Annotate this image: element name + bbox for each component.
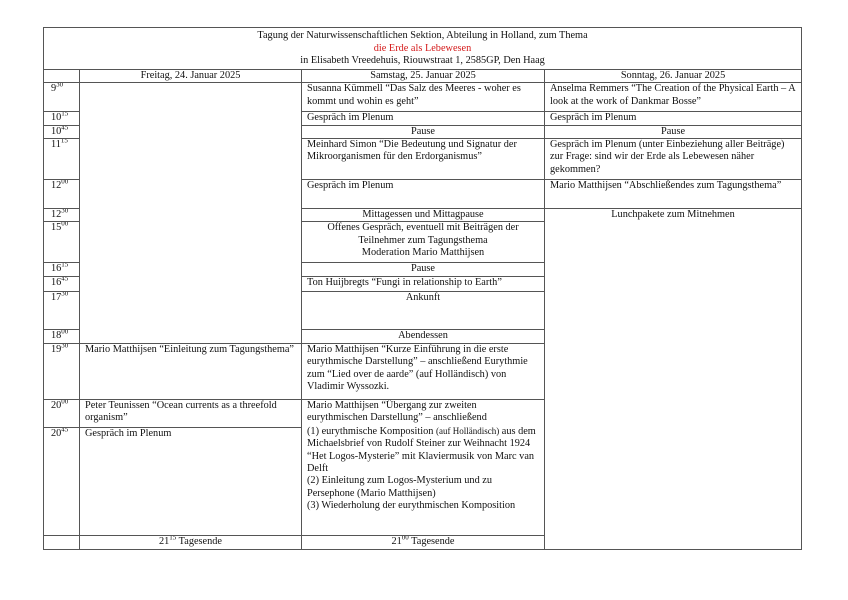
time-end-cell: [44, 536, 80, 550]
fri-1730-arrival: Ankunft: [302, 291, 545, 329]
topic-title: die Erde als Lebewesen: [373, 42, 472, 54]
sun-1200-talk: Mario Matthijsen “Abschließendes zum Tagungsthema”: [545, 180, 802, 209]
time-0930: $9^{30}$: [44, 83, 80, 112]
sun-1045-pause: Pause: [545, 125, 802, 138]
fri-2000-talk: Peter Teunissen “Ocean currents as a threefold organism”: [80, 400, 302, 428]
fri-2045: Gespräch im Plenum: [80, 428, 302, 536]
row-0930: [44, 83, 802, 112]
sat-1200: Gespräch im Plenum: [302, 180, 545, 209]
day-header-row: [44, 69, 802, 82]
title-line: Tagung der Naturwissenschaftlichen Sektion, Abteilung in Holland, zum Thema: [257, 30, 588, 41]
time-1015: $10^{15}$: [44, 112, 80, 125]
sun-1230-lunchpacks: Lunchpakete zum Mitnehmen: [545, 209, 802, 550]
sat-1930-eurythmy: Mario Matthijsen “Kurze Einführung in die erste eurythmische Darstellung” – anschließend Eurythmie zum “Lied over de aarde” (auf Holländisch) von Vladimir Wyssozki.: [302, 344, 545, 400]
title-row: [44, 28, 802, 70]
time-1230: $12^{30}$: [44, 209, 80, 222]
sat-1015: Gespräch im Plenum: [302, 112, 545, 125]
sat-1645-talk: Ton Huijbregts “Fungi in relationship to Earth”: [302, 276, 545, 291]
schedule-table: [43, 27, 802, 550]
sat-1045-pause: Pause: [302, 125, 545, 138]
fri-1930-talk: Mario Matthijsen “Einleitung zum Tagungsthema”: [80, 344, 302, 400]
time-2000: $20^{00}$: [44, 400, 80, 428]
time-1645: $16^{45}$: [44, 276, 80, 291]
sat-day-end: $21^{00}$ Tagesende: [302, 536, 545, 550]
sat-1500-open-discussion: Offenes Gespräch, eventuell mit Beiträgen der Teilnehmer zum Tagungsthema Moderation Mario Matthijsen: [302, 222, 545, 263]
time-header-cell: [44, 69, 80, 82]
venue-line: in Elisabeth Vreedehuis, Riouwstraat 1, 2585GP, Den Haag: [300, 55, 545, 67]
title-block: [44, 28, 802, 70]
time-1200: $12^{00}$: [44, 180, 80, 209]
day-friday: Freitag, 24. Januar 2025: [80, 69, 302, 82]
sat-1230-lunch: Mittagessen und Mittagpause: [302, 209, 545, 222]
time-1615: $16^{15}$: [44, 263, 80, 276]
sun-1015: Gespräch im Plenum: [545, 112, 802, 125]
sat-1615-pause: Pause: [302, 263, 545, 276]
fri-1800-dinner: Abendessen: [302, 330, 545, 344]
friday-empty-cell: [80, 83, 302, 344]
day-sunday: Sonntag, 26. Januar 2025: [545, 69, 802, 82]
time-1730: $17^{30}$: [44, 291, 80, 329]
sat-0930-talk: Susanna Kümmell “Das Salz des Meeres - woher es kommt und wohin es geht”: [302, 83, 545, 112]
fri-day-end: $21^{15}$ Tagesende: [80, 536, 302, 550]
sat-1115-talk: Meinhard Simon “Die Bedeutung und Signatur der Mikroorganismen für den Erdorganismus”: [302, 139, 545, 180]
time-1800: $18^{00}$: [44, 330, 80, 344]
time-1500: $15^{00}$: [44, 222, 80, 263]
sun-0930-talk: Anselma Remmers “The Creation of the Physical Earth – A look at the work of Dankmar Bosse”: [545, 83, 802, 112]
time-2045: $20^{45}$: [44, 428, 80, 536]
sun-1115-discussion: Gespräch im Plenum (unter Einbeziehung aller Beiträge) zur Frage: sind wir der Erde als Lebewesen näher gekommen?: [545, 139, 802, 180]
time-1045: $10^{45}$: [44, 125, 80, 138]
day-saturday: Samstag, 25. Januar 2025: [302, 69, 545, 82]
time-1930: $19^{30}$: [44, 344, 80, 400]
time-1115: $11^{15}$: [44, 139, 80, 180]
sat-2000-eurythmy: Mario Matthijsen “Übergang zur zweiten eurythmischen Darstellung” – anschließend (1) eurythmische Komposition (auf Holländisch) aus dem Michaelsbrief von Rudolf Steiner zur Weihnacht 1924 “Het Logos-Mysterie” mit Klaviermusik von Marc van Delft (2) Einleitung zum Logos-Mysterium und zu Persephone (Mario Matthijsen) (3) Wiederholung der eurythmischen Komposition: [302, 400, 545, 536]
